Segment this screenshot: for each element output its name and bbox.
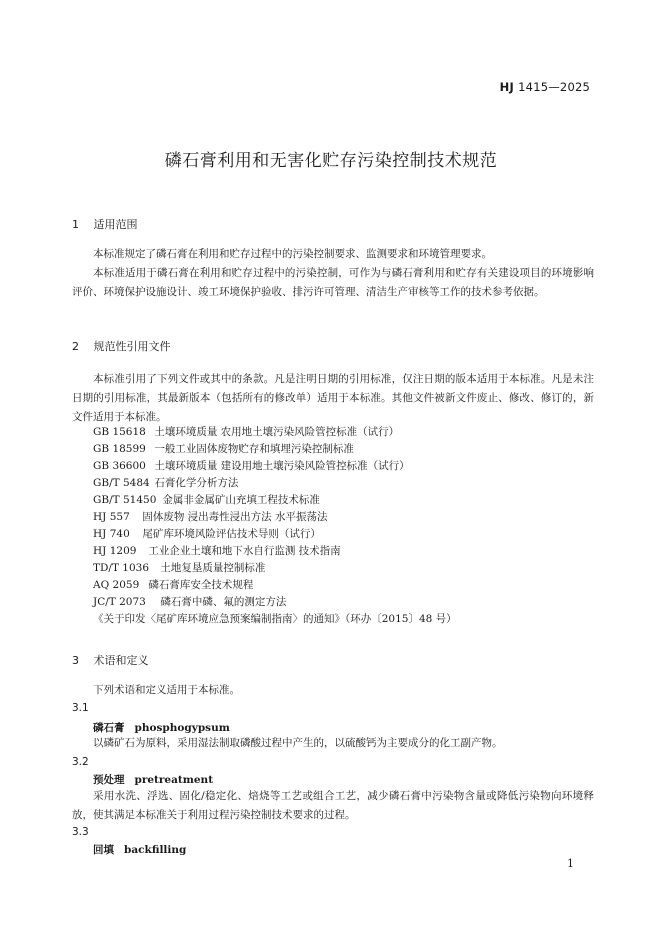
- reference-name: 石膏化学分析方法: [154, 477, 239, 489]
- term-definition: 采用水洗、浮选、固化/稳定化、焙烧等工艺或组合工艺，减少磷石膏中污染物含量或降低污染物向环境释放，使其满足本标准关于利用过程污染控制技术要求的过程。: [72, 790, 594, 821]
- reference-code: GB 36600: [93, 460, 146, 472]
- reference-code: GB 15618: [93, 426, 146, 438]
- reference-item: [93, 594, 286, 611]
- reference-code: GB/T 5484: [93, 477, 150, 489]
- reference-name: 土壤环境质量 建设用地土壤污染风险管控标准（试行）: [154, 460, 410, 472]
- section-title: 规范性引用文件: [93, 340, 171, 353]
- term-english: phosphogypsum: [134, 722, 230, 734]
- reference-notice: 《关于印发〈尾矿库环境应急预案编制指南〉的通知》（环办〔2015〕48 号）: [93, 613, 457, 625]
- reference-item: [93, 475, 238, 492]
- reference-code: HJ 740: [93, 528, 130, 540]
- section-title: 适用范围: [93, 218, 138, 231]
- term-entry: [93, 720, 230, 735]
- reference-item: [93, 441, 354, 458]
- reference-name: 固体废物 浸出毒性浸出方法 水平振荡法: [142, 511, 328, 523]
- term-entry: [93, 842, 186, 857]
- reference-name: 金属非金属矿山充填工程技术标准: [162, 494, 320, 506]
- reference-item: [93, 492, 320, 509]
- reference-code: TD/T 1036: [93, 562, 150, 574]
- reference-item: [93, 424, 399, 441]
- section-1-paragraph-2: 本标准适用于磷石膏在利用和贮存过程中的污染控制，可作为与磷石膏利用和贮存有关建设项目的环境影响评价、环境保护设施设计、竣工环境保护验收、排污许可管理、清洁生产审核等工作的技术参考依据。: [72, 267, 594, 298]
- document-title: 磷石膏利用和无害化贮存污染控制技术规范: [164, 151, 498, 171]
- reference-item: [93, 458, 410, 475]
- section-number: 2: [72, 340, 79, 353]
- term-english: pretreatment: [134, 774, 214, 786]
- clause-number: 3.3: [72, 826, 89, 838]
- reference-name: 一般工业固体废物贮存和填埋污染控制标准: [154, 443, 354, 455]
- standard-code: [500, 80, 590, 94]
- reference-name: 尾矿库环境风险评估技术导则（试行）: [142, 528, 321, 540]
- reference-name: 土地复垦质量控制标准: [160, 562, 266, 574]
- reference-name: 工业企业土壤和地下水自行监测 技术指南: [148, 545, 341, 557]
- standard-prefix: HJ: [499, 80, 514, 94]
- term-definition: 以磷矿石为原料，采用湿法制取磷酸过程中产生的，以硫酸钙为主要成分的化工副产物。: [93, 737, 503, 749]
- section-1-heading: [72, 216, 138, 232]
- reference-code: JC/T 2073: [93, 596, 146, 608]
- section-3-intro: 下列术语和定义适用于本标准。: [93, 684, 240, 696]
- reference-item: [93, 509, 328, 526]
- section-2-intro: 本标准引用了下列文件或其中的条款。凡是注明日期的引用标准，仅注日期的版本适用于本标准。凡是未注日期的引用标准，其最新版本（包括所有的修改单）适用于本标准。其他文件被新文件废止、修改、修订的，新文件适用于本标准。: [72, 373, 594, 423]
- section-2-heading: [72, 338, 171, 354]
- reference-item: [93, 577, 253, 594]
- reference-name: 磷石膏中磷、氟的测定方法: [160, 596, 287, 608]
- section-1-paragraph-1: 本标准规定了磷石膏在利用和贮存过程中的污染控制要求、监测要求和环境管理要求。: [93, 248, 492, 260]
- term-chinese: 磷石膏: [93, 722, 125, 734]
- reference-item: [93, 543, 341, 560]
- clause-number: 3.2: [72, 756, 89, 768]
- reference-name: 土壤环境质量 农用地土壤污染风险管控标准（试行）: [154, 426, 400, 438]
- section-title: 术语和定义: [93, 654, 149, 667]
- reference-code: HJ 1209: [93, 545, 137, 557]
- reference-item: [93, 560, 265, 577]
- reference-code: GB/T 51450: [93, 494, 157, 506]
- term-english: backfilling: [124, 844, 187, 856]
- section-number: 1: [72, 218, 79, 231]
- term-chinese: 回填: [93, 844, 114, 856]
- reference-code: AQ 2059: [93, 579, 140, 591]
- standard-number: 1415—2025: [518, 80, 590, 94]
- clause-number: 3.1: [72, 702, 89, 714]
- section-number: 3: [72, 654, 79, 667]
- reference-name: 磷石膏库安全技术规程: [148, 579, 254, 591]
- reference-item: [93, 526, 321, 543]
- section-3-heading: [72, 652, 149, 668]
- page-number: 1: [567, 857, 574, 870]
- term-entry: [93, 772, 213, 787]
- reference-code: GB 18599: [93, 443, 146, 455]
- reference-code: HJ 557: [93, 511, 130, 523]
- term-chinese: 预处理: [93, 774, 125, 786]
